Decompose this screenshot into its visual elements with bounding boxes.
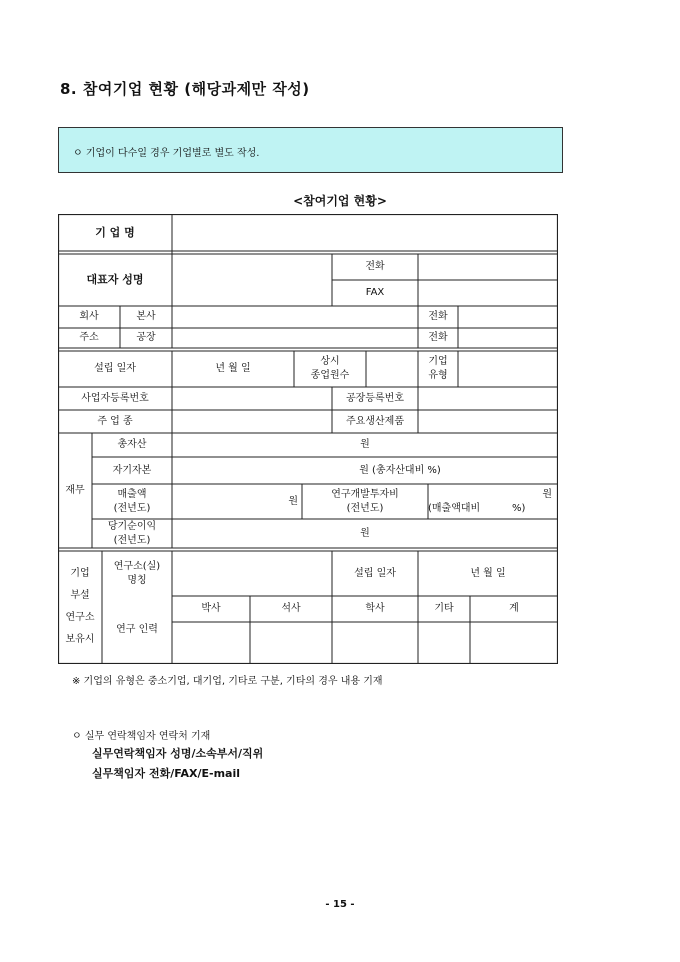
label-net-income-line2: (전년도) xyxy=(113,534,151,546)
label-main-products: 주요생산제품 xyxy=(346,415,404,427)
label-total: 계 xyxy=(509,603,519,614)
label-lab-group xyxy=(58,551,102,663)
label-other: 기타 xyxy=(434,603,454,614)
total-assets-unit: 원 xyxy=(360,439,370,450)
label-finance: 재무 xyxy=(65,484,85,496)
ceo-name-value[interactable] xyxy=(172,254,332,306)
label-total-assets: 총자산 xyxy=(117,439,147,450)
label-founding-date: 설립 일자 xyxy=(94,363,136,374)
label-employees-line1: 상시 xyxy=(320,356,340,367)
label-lab-name-line1: 연구소(실) xyxy=(113,560,161,572)
company-name-value[interactable] xyxy=(172,214,558,251)
label-rnd-line2: (전년도) xyxy=(346,502,384,514)
label-equity: 자기자본 xyxy=(112,464,152,476)
label-company-type-line2: 유형 xyxy=(428,370,448,381)
label-rnd-line1: 연구개발투자비 xyxy=(331,488,399,500)
label-lab-founding-date: 설립 일자 xyxy=(354,567,396,579)
label-hq: 본사 xyxy=(136,311,156,322)
label-lab-group-line2: 부설 xyxy=(70,590,90,601)
label-research-staff: 연구 인력 xyxy=(116,623,158,635)
label-ceo-name: 대표자 성명 xyxy=(86,273,144,286)
note-box xyxy=(58,127,563,173)
label-lab-group-line4: 보유시 xyxy=(65,634,95,645)
note-text: ㅇ 기업이 다수일 경우 기업별로 별도 작성. xyxy=(73,148,260,159)
net-income-unit: 원 xyxy=(360,527,370,539)
sales-unit: 원 xyxy=(288,495,298,507)
label-lab-name-line2: 명칭 xyxy=(127,574,147,586)
label-address-line1: 회사 xyxy=(79,311,99,322)
sales-ratio: (매출액대비 %) xyxy=(428,502,526,514)
label-lab-name xyxy=(102,551,172,596)
label-company-type-line1: 기업 xyxy=(428,356,448,367)
label-phone: 전화 xyxy=(365,261,385,272)
company-status-table xyxy=(58,214,558,664)
table-caption: <참여기업 현황> xyxy=(293,194,387,208)
page-number: - 15 - xyxy=(325,899,355,910)
equity-ratio: 원 (총자산대비 %) xyxy=(359,464,441,476)
label-employees xyxy=(294,351,366,387)
label-phd: 박사 xyxy=(201,603,221,614)
label-sales-line2: (전년도) xyxy=(113,502,151,514)
label-fax: FAX xyxy=(365,287,385,298)
label-company-name: 기 업 명 xyxy=(95,225,135,239)
rnd-value xyxy=(428,484,558,519)
contact-note: ㅇ 실무 연락책임자 연락처 기재 xyxy=(72,731,211,742)
label-lab-group-line1: 기업 xyxy=(70,568,90,579)
label-business-reg-no: 사업자등록번호 xyxy=(81,392,149,404)
founding-date-units: 년 월 일 xyxy=(215,363,251,374)
label-hq-phone: 전화 xyxy=(428,311,448,322)
contact-line-2: 실무책임자 전화/FAX/E-mail xyxy=(92,767,240,780)
label-sales xyxy=(92,484,172,519)
lab-founding-date-units: 년 월 일 xyxy=(470,567,506,579)
contact-line-1: 실무연락책임자 성명/소속부서/직위 xyxy=(92,747,264,760)
label-rnd-investment xyxy=(302,484,428,519)
footnote: ※ 기업의 유형은 중소기업, 대기업, 기타로 구분, 기타의 경우 내용 기재 xyxy=(72,676,383,687)
label-company-type xyxy=(418,351,458,387)
label-employees-line2: 종업원수 xyxy=(310,370,350,381)
label-bachelors: 학사 xyxy=(365,603,385,614)
label-masters: 석사 xyxy=(281,603,301,614)
phone-value[interactable] xyxy=(418,254,558,280)
fax-value[interactable] xyxy=(418,280,558,306)
label-sales-line1: 매출액 xyxy=(117,488,147,500)
section-heading: 8. 참여기업 현황 (해당과제만 작성) xyxy=(60,80,310,98)
rnd-unit: 원 xyxy=(542,488,552,500)
label-net-income xyxy=(92,519,172,548)
label-factory-phone: 전화 xyxy=(428,332,448,343)
label-main-business: 주 업 종 xyxy=(97,415,133,427)
label-address-line2: 주소 xyxy=(79,332,99,343)
label-factory: 공장 xyxy=(136,332,156,343)
label-lab-group-line3: 연구소 xyxy=(65,612,95,623)
label-net-income-line1: 당기순이익 xyxy=(107,520,157,532)
label-factory-reg-no: 공장등록번호 xyxy=(346,392,404,404)
